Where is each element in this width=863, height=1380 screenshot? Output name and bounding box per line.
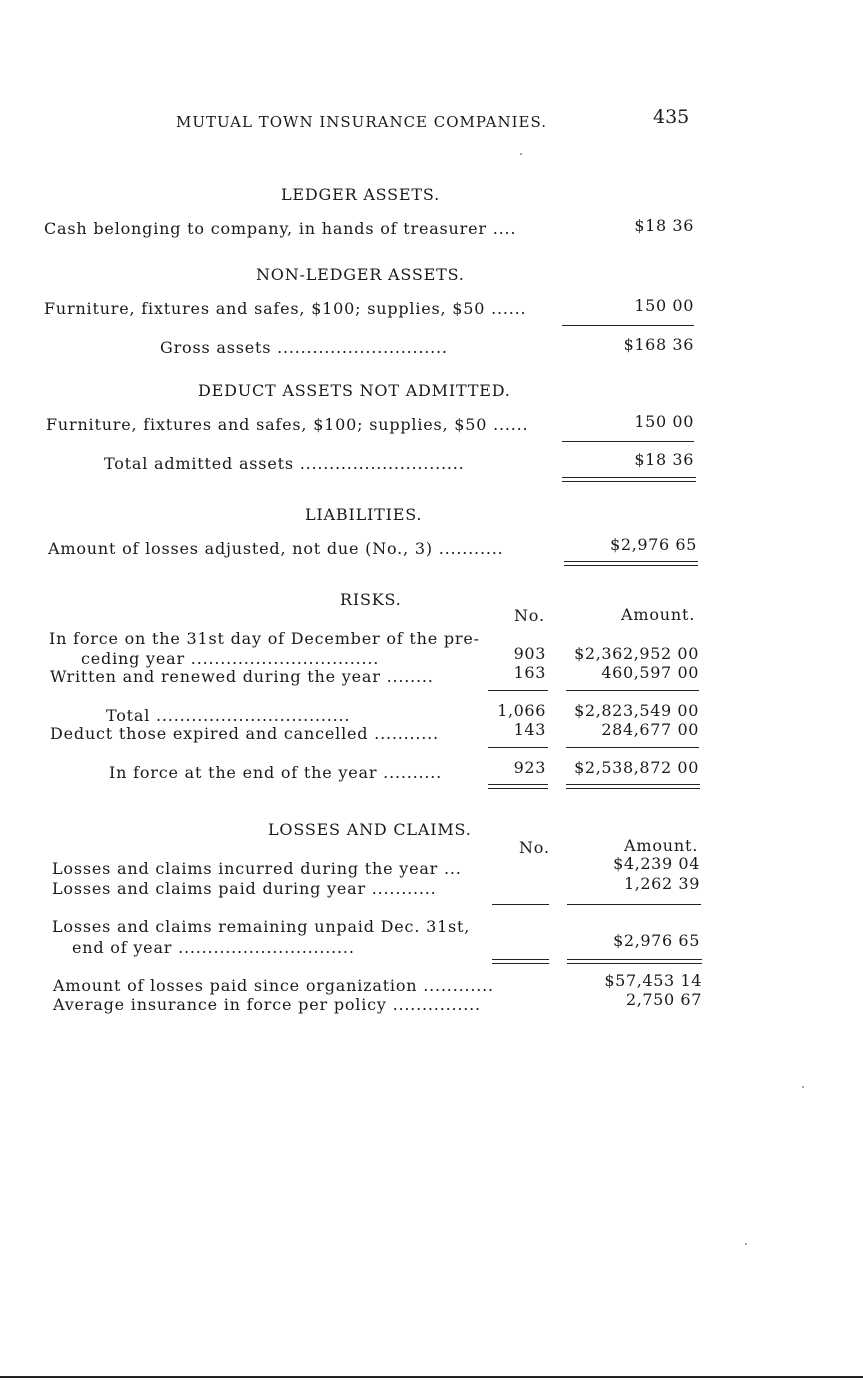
double-rule bbox=[567, 959, 702, 964]
deduct-assets-heading: DEDUCT ASSETS NOT ADMITTED. bbox=[198, 381, 511, 400]
losses-paid-amount: 1,262 39 bbox=[623, 874, 700, 893]
risk-no: 903 bbox=[513, 644, 546, 663]
rule bbox=[562, 441, 694, 442]
cash-amount: $18 36 bbox=[634, 216, 694, 235]
deduct-furniture-amount: 150 00 bbox=[634, 412, 694, 431]
risk-no: 143 bbox=[513, 720, 546, 739]
risk-label: Deduct those expired and cancelled ........... bbox=[50, 724, 439, 743]
rule bbox=[562, 325, 694, 326]
losses-unpaid-label-line1: Losses and claims remaining unpaid Dec. 31st, bbox=[52, 917, 471, 936]
double-rule bbox=[564, 561, 698, 566]
risk-amount: $2,823,549 00 bbox=[574, 701, 699, 720]
risk-no: 163 bbox=[513, 663, 546, 682]
average-insurance-label: Average insurance in force per policy ............... bbox=[53, 995, 481, 1014]
liabilities-heading: LIABILITIES. bbox=[305, 505, 423, 524]
total-admitted-label: Total admitted assets ............................ bbox=[104, 454, 465, 473]
rule bbox=[566, 690, 699, 691]
risk-label: In force at the end of the year .......... bbox=[109, 763, 443, 782]
risk-amount: $2,538,872 00 bbox=[574, 758, 699, 777]
risk-label: Written and renewed during the year ........ bbox=[50, 667, 434, 686]
losses-col-amount: Amount. bbox=[624, 836, 699, 855]
risk-amount: 460,597 00 bbox=[601, 663, 699, 682]
page-number: 435 bbox=[653, 106, 690, 128]
average-insurance-amount: 2,750 67 bbox=[625, 990, 702, 1009]
double-rule bbox=[566, 784, 700, 789]
risk-amount: $2,362,952 00 bbox=[574, 644, 699, 663]
ledger-assets-heading: LEDGER ASSETS. bbox=[281, 185, 440, 204]
non-ledger-furniture-label: Furniture, fixtures and safes, $100; supplies, $50 ...... bbox=[44, 299, 527, 318]
losses-col-no: No. bbox=[519, 838, 550, 857]
scan-speck bbox=[520, 153, 522, 155]
losses-since-org-amount: $57,453 14 bbox=[604, 971, 702, 990]
deduct-furniture-label: Furniture, fixtures and safes, $100; supplies, $50 ...... bbox=[46, 415, 529, 434]
gross-assets-label: Gross assets ............................. bbox=[160, 338, 448, 357]
losses-adjusted-amount: $2,976 65 bbox=[610, 535, 697, 554]
scan-speck bbox=[745, 1243, 747, 1245]
losses-since-org-label: Amount of losses paid since organization ............ bbox=[53, 976, 494, 995]
scan-speck bbox=[802, 1086, 804, 1088]
losses-paid-label: Losses and claims paid during year ........... bbox=[52, 879, 437, 898]
gross-assets-amount: $168 36 bbox=[623, 335, 694, 354]
risks-col-no: No. bbox=[514, 606, 545, 625]
risk-no: 1,066 bbox=[497, 701, 546, 720]
losses-adjusted-label: Amount of losses adjusted, not due (No., 3) ........... bbox=[48, 539, 504, 558]
risk-label: ceding year ................................ bbox=[81, 649, 380, 668]
losses-unpaid-label-line2: end of year .............................. bbox=[72, 938, 355, 957]
page-bottom-edge bbox=[0, 1376, 863, 1378]
rule bbox=[567, 904, 701, 905]
total-admitted-amount: $18 36 bbox=[634, 450, 694, 469]
rule bbox=[492, 904, 549, 905]
running-title: MUTUAL TOWN INSURANCE COMPANIES. bbox=[176, 113, 547, 131]
rule bbox=[488, 690, 548, 691]
risk-amount: 284,677 00 bbox=[601, 720, 699, 739]
non-ledger-furniture-amount: 150 00 bbox=[634, 296, 694, 315]
losses-incurred-amount: $4,239 04 bbox=[613, 854, 700, 873]
rule bbox=[566, 747, 699, 748]
risk-no: 923 bbox=[513, 758, 546, 777]
double-rule bbox=[492, 959, 549, 964]
risk-label: Total ................................. bbox=[106, 706, 351, 725]
non-ledger-assets-heading: NON-LEDGER ASSETS. bbox=[256, 265, 465, 284]
cash-label: Cash belonging to company, in hands of treasurer .... bbox=[44, 219, 517, 238]
double-rule bbox=[562, 477, 696, 482]
rule bbox=[488, 747, 548, 748]
risk-label-line1: In force on the 31st day of December of the pre- bbox=[49, 629, 480, 648]
double-rule bbox=[488, 784, 548, 789]
losses-incurred-label: Losses and claims incurred during the year ... bbox=[52, 859, 462, 878]
losses-claims-heading: LOSSES AND CLAIMS. bbox=[268, 820, 472, 839]
risks-heading: RISKS. bbox=[340, 590, 402, 609]
losses-unpaid-amount: $2,976 65 bbox=[613, 931, 700, 950]
risks-col-amount: Amount. bbox=[621, 605, 696, 624]
